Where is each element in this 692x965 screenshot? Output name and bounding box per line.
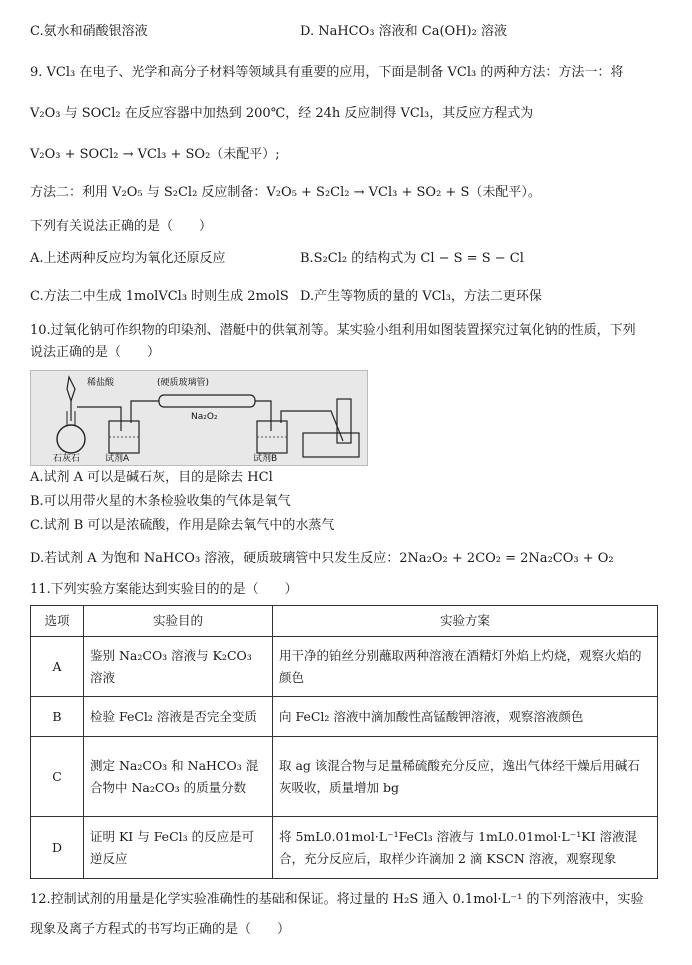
header-plan: 实验方案 xyxy=(273,606,658,637)
label-na2o2: Na₂O₂ xyxy=(191,412,218,422)
flask-shape xyxy=(57,425,85,453)
row-option: B xyxy=(31,697,84,737)
q8-option-c: C.氨水和硝酸银溶液 xyxy=(30,24,148,39)
label-dilute-hcl: 稀盐酸 xyxy=(87,378,115,388)
row-plan: 取 ag 该混合物与足量稀硫酸充分反应，逸出气体经干燥后用碱石灰吸收，质量增加 bg xyxy=(273,737,658,817)
apparatus-diagram xyxy=(30,370,368,466)
q10-stem-line1: 10.过氧化钠可作织物的印染剂、潜艇中的供氧剂等。某实验小组利用如图装置探究过氧化钠的性质，下列 xyxy=(30,323,636,338)
experiment-table xyxy=(30,605,658,879)
row-plan: 将 5mL0.01mol·L⁻¹FeCl₃ 溶液与 1mL0.01mol·L⁻¹KI 溶液混合，充分反应后，取样少许滴加 2 滴 KSCN 溶液，观察现象 xyxy=(273,817,658,879)
q9-option-b: B.S₂Cl₂ 的结构式为 Cl − S = S − Cl xyxy=(300,251,524,266)
label-reagent-b: 试剂B xyxy=(253,454,278,464)
q10-option-a: A.试剂 A 可以是碱石灰，目的是除去 HCl xyxy=(30,470,273,485)
row-option: D xyxy=(31,817,84,879)
row-purpose: 测定 Na₂CO₃ 和 NaHCO₃ 混合物中 Na₂CO₃ 的质量分数 xyxy=(84,737,273,817)
q9-question: 下列有关说法正确的是（ ） xyxy=(30,219,213,234)
funnel-shape xyxy=(67,377,75,401)
row-plan: 用干净的铂丝分别蘸取两种溶液在酒精灯外焰上灼烧，观察火焰的颜色 xyxy=(273,637,658,697)
q9-option-a: A.上述两种反应均为氧化还原反应 xyxy=(30,251,226,266)
q12-stem-line2: 现象及离子方程式的书写均正确的是（ ） xyxy=(30,922,291,937)
q10-option-b: B.可以用带火星的木条检验收集的气体是氧气 xyxy=(30,494,291,509)
apparatus-figure xyxy=(31,371,367,465)
q12-stem-line1: 12.控制试剂的用量是化学实验准确性的基础和保证。将过量的 H₂S 通入 0.1mol·L⁻¹ 的下列溶液中，实验 xyxy=(30,892,644,907)
q9-equation-1: V₂O₃ + SOCl₂ → VCl₃ + SO₂（未配平）; xyxy=(30,147,280,162)
q8-option-d: D. NaHCO₃ 溶液和 Ca(OH)₂ 溶液 xyxy=(300,24,507,39)
q11-stem: 11.下列实验方案能达到实验目的的是（ ） xyxy=(30,582,298,597)
table-row xyxy=(31,697,658,737)
q10-stem-line2: 说法正确的是（ ） xyxy=(30,345,161,360)
row-purpose: 鉴别 Na₂CO₃ 溶液与 K₂CO₃ 溶液 xyxy=(84,637,273,697)
row-purpose: 检验 FeCl₂ 溶液是否完全变质 xyxy=(84,697,273,737)
table-row xyxy=(31,817,658,879)
q9-method-2: 方法二：利用 V₂O₅ 与 S₂Cl₂ 反应制备：V₂O₅ + S₂Cl₂ → VCl₃ + SO₂ + S（未配平）。 xyxy=(30,185,541,200)
header-option: 选项 xyxy=(31,606,84,637)
table-row xyxy=(31,737,658,817)
label-reagent-a: 试剂A xyxy=(105,454,130,464)
table-row xyxy=(31,637,658,697)
label-limestone: 石灰石 xyxy=(53,454,81,464)
q9-stem-line1: 9. VCl₃ 在电子、光学和高分子材料等领域具有重要的应用，下面是制备 VCl₃ 的两种方法：方法一：将 xyxy=(30,65,624,80)
hard-glass-tube xyxy=(159,395,255,407)
q10-option-d: D.若试剂 A 为饱和 NaHCO₃ 溶液，硬质玻璃管中只发生反应：2Na₂O₂ + 2CO₂ = 2Na₂CO₃ + O₂ xyxy=(30,551,614,566)
row-plan: 向 FeCl₂ 溶液中滴加酸性高锰酸钾溶液，观察溶液颜色 xyxy=(273,697,658,737)
q9-option-d: D.产生等物质的量的 VCl₃，方法二更环保 xyxy=(300,289,542,304)
row-option: A xyxy=(31,637,84,697)
q9-stem-line2: V₂O₃ 与 SOCl₂ 在反应容器中加热到 200℃，经 24h 反应制得 VCl₃，其反应方程式为 xyxy=(30,106,534,121)
q9-option-c: C.方法二中生成 1molVCl₃ 时则生成 2molS xyxy=(30,289,289,304)
label-hard-tube: (硬质玻璃管) xyxy=(157,378,210,388)
table-header-row xyxy=(31,606,658,637)
collection-bottle xyxy=(337,399,351,443)
row-option: C xyxy=(31,737,84,817)
q10-option-c: C.试剂 B 可以是浓硫酸，作用是除去氧气中的水蒸气 xyxy=(30,518,335,533)
header-purpose: 实验目的 xyxy=(84,606,273,637)
row-purpose: 证明 KI 与 FeCl₃ 的反应是可逆反应 xyxy=(84,817,273,879)
